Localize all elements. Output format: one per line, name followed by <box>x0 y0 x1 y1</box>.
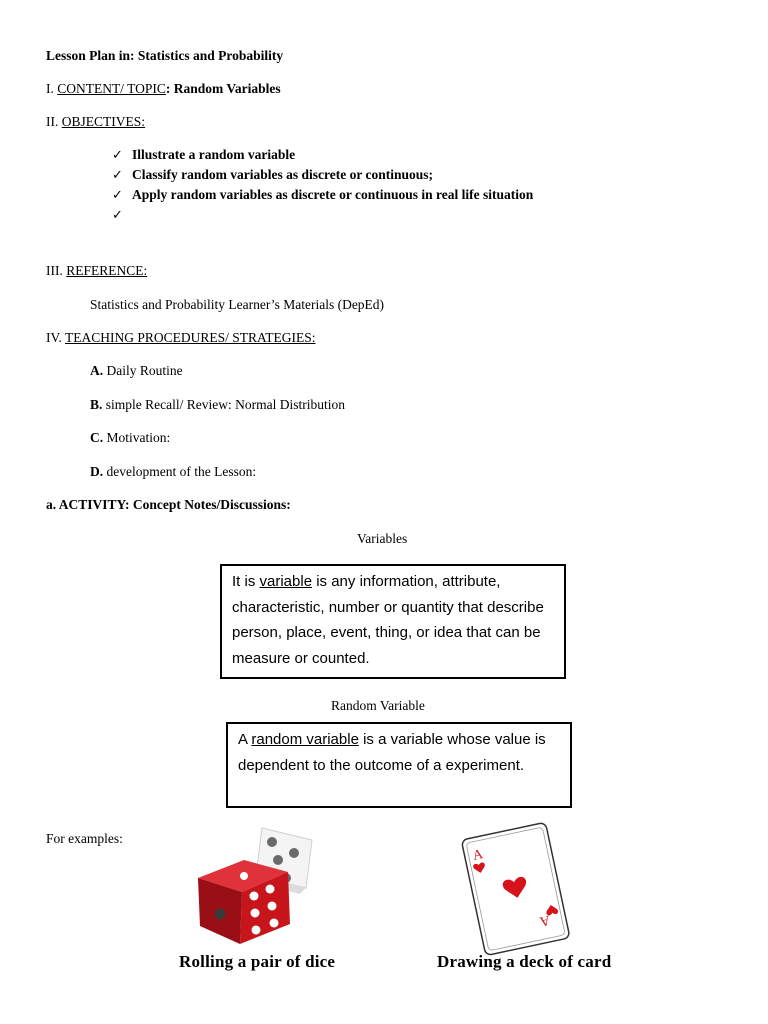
variables-heading: Variables <box>357 531 408 546</box>
variable-definition-box <box>220 564 566 679</box>
procedure-item <box>90 463 256 481</box>
checkmark-icon: ✓ <box>112 208 123 223</box>
procedure-text: development of the Lesson: <box>106 464 257 479</box>
procedure-item <box>90 362 183 380</box>
objectives-label: OBJECTIVES: <box>61 114 146 129</box>
objective-text: Illustrate a random variable <box>132 147 296 162</box>
definition-text: It is <box>232 573 260 590</box>
procedures-heading <box>46 329 316 347</box>
cards-caption: Drawing a deck of card <box>437 952 612 971</box>
dice-icon <box>190 820 330 950</box>
section-numeral: IV. <box>46 330 62 345</box>
procedure-letter: A. <box>90 363 104 378</box>
procedure-item <box>90 396 345 414</box>
procedures-label: TEACHING PROCEDURES/ STRATEGIES: <box>65 330 316 345</box>
examples-label: For examples: <box>46 831 123 846</box>
reference-text: Statistics and Probability Learner’s Materials (DepEd) <box>90 297 385 312</box>
definition-text: is a variable whose value is dependent to the outcome of a experiment. <box>238 731 546 774</box>
content-topic-label: CONTENT/ TOPIC <box>57 81 166 96</box>
procedure-text: Motivation: <box>106 430 171 445</box>
section-numeral: II. <box>46 114 59 129</box>
section-numeral: I. <box>46 81 54 96</box>
checkmark-icon: ✓ <box>112 168 123 183</box>
procedure-letter: C. <box>90 430 104 445</box>
reference-heading <box>46 262 147 280</box>
procedure-letter: D. <box>90 464 104 479</box>
procedure-text: Daily Routine <box>106 363 183 378</box>
definition-text: A <box>238 731 252 748</box>
topic-value: Random Variables <box>173 81 281 96</box>
activity-title: a. ACTIVITY: Concept Notes/Discussions: <box>46 497 291 512</box>
objective-item <box>112 207 132 223</box>
card-rank-bottom: A <box>538 911 552 929</box>
objective-item <box>112 167 433 183</box>
objective-item <box>112 187 533 203</box>
objective-text: Apply random variables as discrete or continuous in real life situation <box>132 187 534 202</box>
checkmark-icon: ✓ <box>112 148 123 163</box>
objective-item <box>112 147 295 163</box>
random-variable-heading: Random Variable <box>331 698 425 713</box>
lesson-plan-subject: Statistics and Probability <box>137 48 284 63</box>
procedure-letter: B. <box>90 397 103 412</box>
red-die <box>198 860 290 944</box>
lesson-plan-line <box>46 47 283 65</box>
objectives-heading <box>46 113 145 131</box>
colon: : <box>165 81 171 96</box>
reference-label: REFERENCE: <box>66 263 148 278</box>
lesson-plan-label: Lesson Plan in: <box>46 48 135 63</box>
definition-text: is any information, attribute, characteristic, number or quantity that describe person, place, event, thing, or idea that can be measure or counted. <box>232 573 544 667</box>
procedure-item <box>90 429 170 447</box>
random-variable-definition-box <box>226 722 572 808</box>
checkmark-icon: ✓ <box>112 188 123 203</box>
playing-card-icon <box>450 816 580 956</box>
card-rank-top: A <box>471 847 485 864</box>
definition-term: random variable <box>251 731 359 748</box>
objective-text: Classify random variables as discrete or continuous; <box>132 167 434 182</box>
dice-caption: Rolling a pair of dice <box>179 952 336 971</box>
definition-term: variable <box>259 573 313 590</box>
content-topic-line <box>46 80 281 98</box>
procedure-text: simple Recall/ Review: Normal Distribution <box>105 397 345 412</box>
section-numeral: III. <box>46 263 63 278</box>
